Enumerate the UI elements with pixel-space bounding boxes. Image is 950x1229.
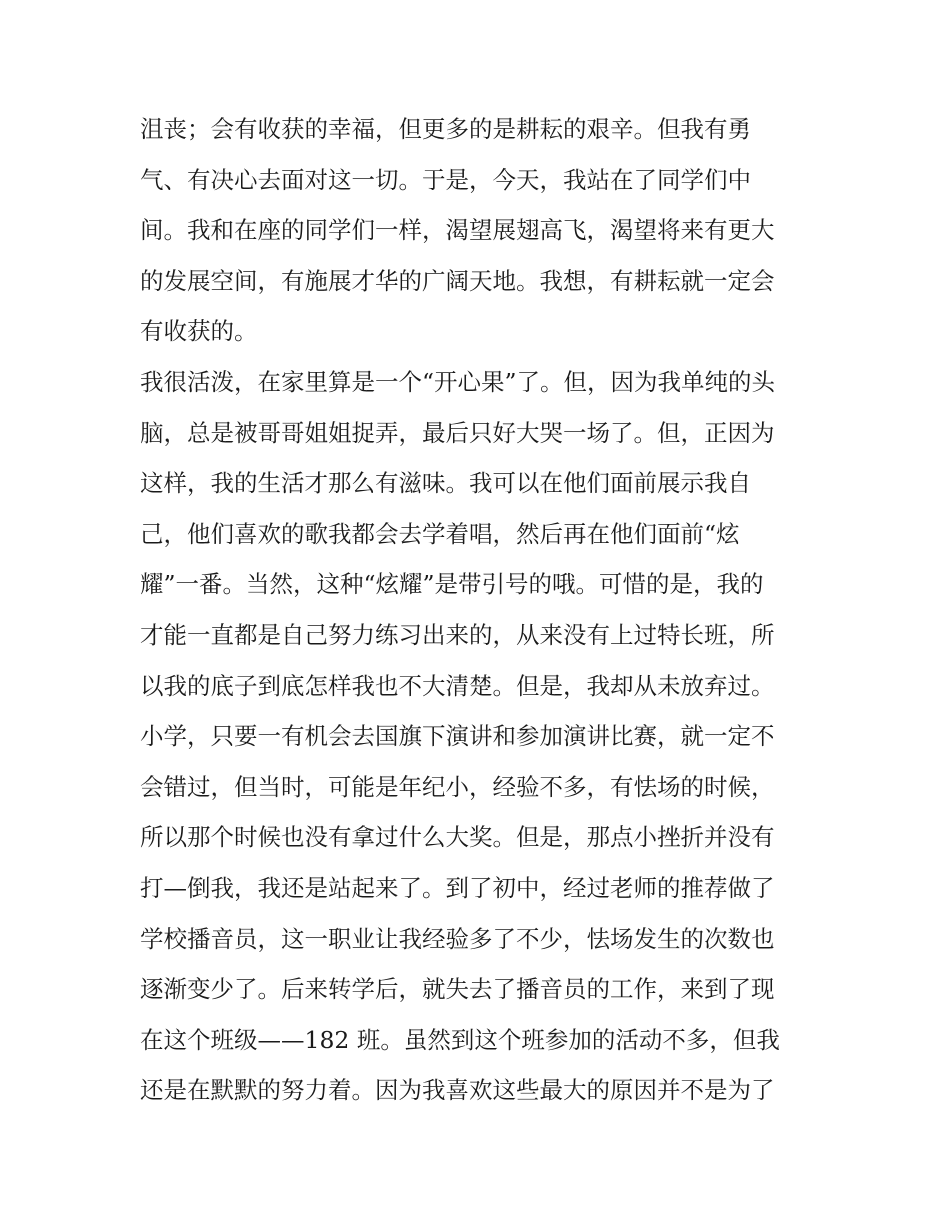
- text-line: 我很活泼，在家里算是一个“开心果”了。但，因为我单纯的头: [140, 367, 776, 396]
- text-line: 打—倒我，我还是站起来了。到了初中，经过老师的推荐做了: [140, 873, 775, 902]
- text-line: 逐渐变少了。后来转学后，就失去了播音员的工作，来到了现: [140, 975, 775, 1004]
- text-line: 学校播音员，这一职业让我经验多了不少，怯场发生的次数也: [140, 924, 775, 953]
- text-line: 这样，我的生活才那么有滋味。我可以在他们面前展示我自: [140, 469, 751, 498]
- text-line: 己，他们喜欢的歌我都会去学着唱，然后再在他们面前“炫: [140, 519, 740, 548]
- text-line: 沮丧；会有收获的幸福，但更多的是耕耘的艰辛。但我有勇: [140, 115, 751, 143]
- text-line: 脑，总是被哥哥姐姐捉弄，最后只好大哭一场了。但，正因为: [140, 418, 775, 447]
- text-line: 还是在默默的努力着。因为我喜欢这些最大的原因并不是为了: [140, 1076, 775, 1105]
- text-line: 耀”一番。当然，这种“炫耀”是带引号的哦。可惜的是，我的: [140, 570, 764, 599]
- text-line: 有收获的。: [140, 317, 258, 346]
- text-line: 气、有决心去面对这一切。于是，今天，我站在了同学们中: [140, 165, 751, 194]
- text-line: 小学，只要一有机会去国旗下演讲和参加演讲比赛，就一定不: [140, 722, 775, 751]
- text-line: 会错过，但当时，可能是年纪小，经验不多，有怯场的时候，: [140, 772, 775, 801]
- text-line: 在这个班级——182 班。虽然到这个班参加的活动不多，但我: [140, 1025, 780, 1054]
- text-line: 的发展空间，有施展才华的广阔天地。我想，有耕耘就一定会: [140, 266, 775, 295]
- text-line: 所以那个时候也没有拿过什么大奖。但是，那点小挫折并没有: [140, 823, 775, 852]
- text-line: 间。我和在座的同学们一样，渴望展翅高飞，渴望将来有更大: [140, 216, 775, 245]
- body-text: [140, 104, 820, 1116]
- text-line: 才能一直都是自己努力练习出来的，从来没有上过特长班，所: [140, 620, 775, 649]
- text-line: 以我的底子到底怎样我也不大清楚。但是，我却从未放弃过。: [140, 671, 775, 700]
